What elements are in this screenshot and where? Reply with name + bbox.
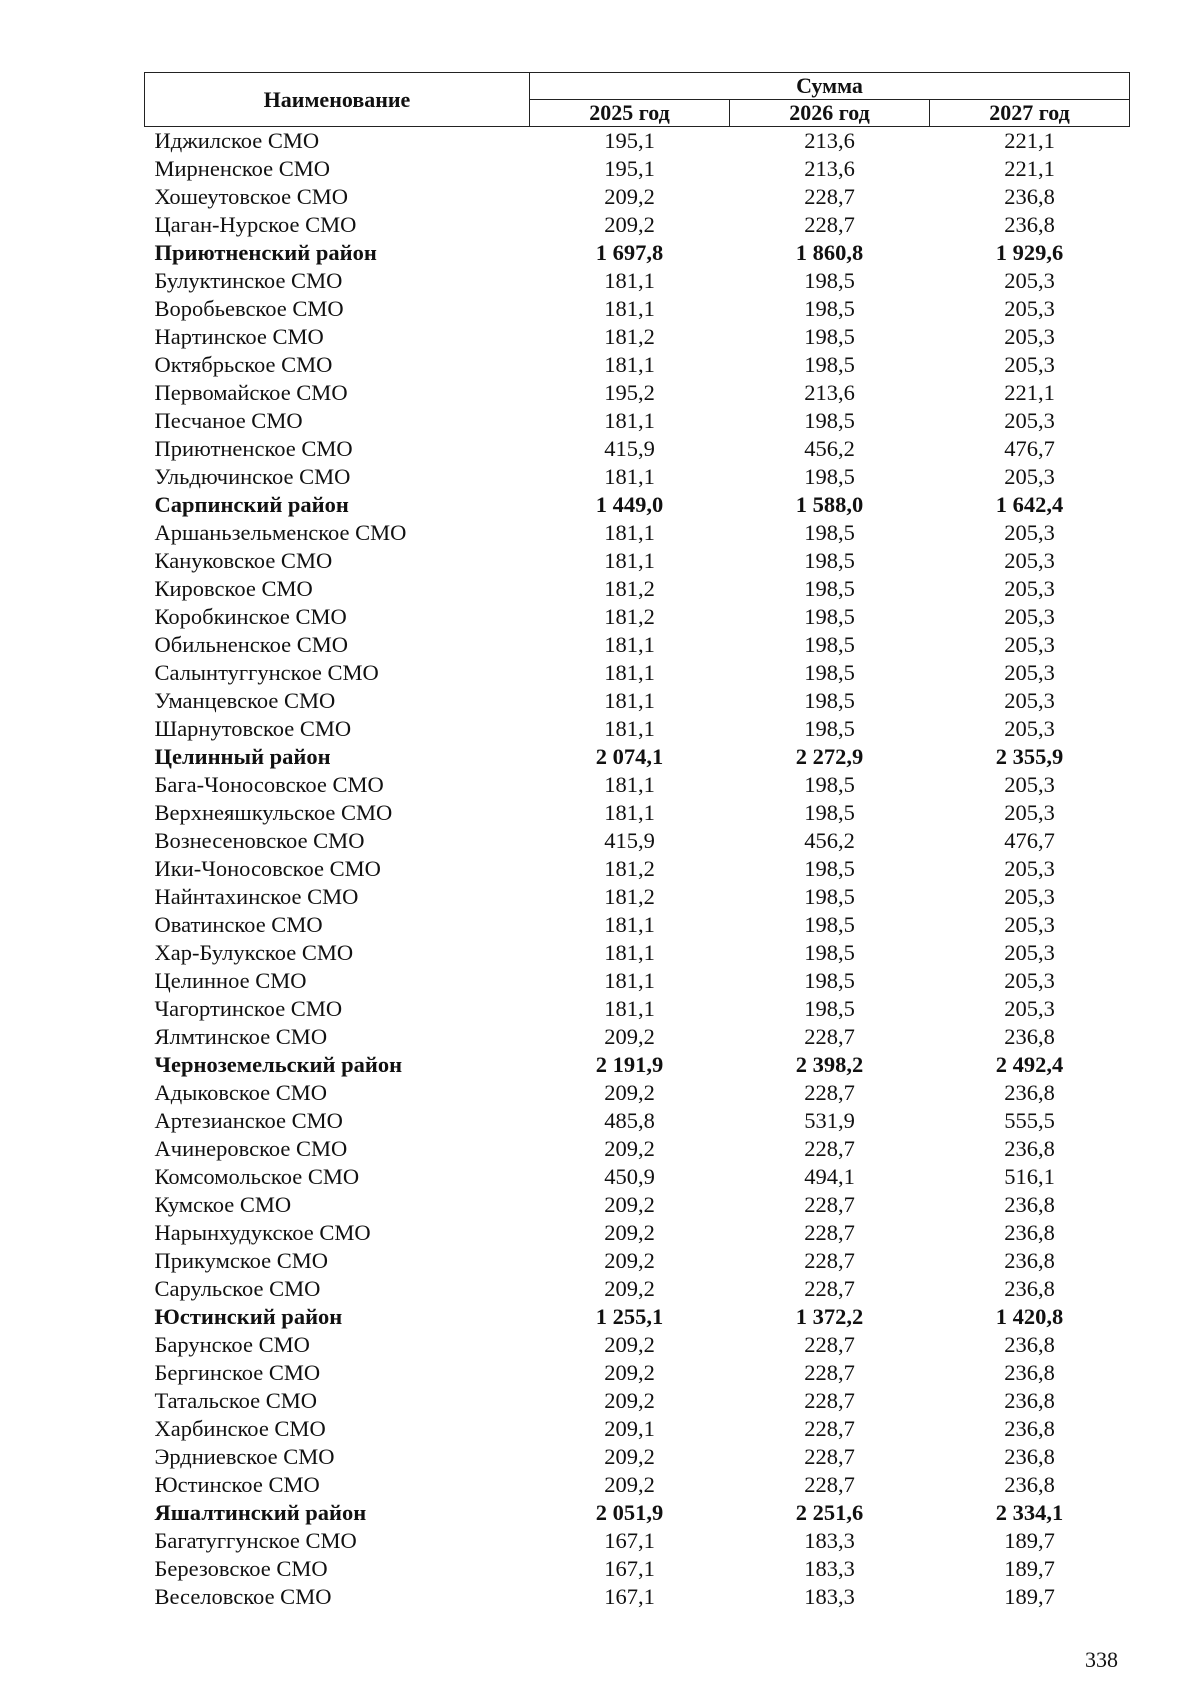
row-name: Иджилское СМО [154, 128, 320, 153]
row-name: Бергинское СМО [154, 1360, 321, 1385]
value-2027: 236,8 [1004, 1444, 1055, 1469]
header-year-2025: 2025 год [530, 100, 730, 127]
value-2025: 181,1 [604, 688, 655, 713]
row-name: Целинное СМО [154, 968, 307, 993]
table-row [145, 1023, 1130, 1051]
value-2027: 236,8 [1004, 1332, 1055, 1357]
value-2026: 456,2 [804, 828, 855, 853]
value-2025: 209,2 [604, 1248, 655, 1273]
table-row [145, 407, 1130, 435]
table-row [145, 939, 1130, 967]
row-name: Салынтуггунское СМО [154, 660, 379, 685]
row-name: Хар-Булукское СМО [154, 940, 354, 965]
table-row [145, 1387, 1130, 1415]
value-2025: 209,2 [604, 1080, 655, 1105]
table-row [145, 463, 1130, 491]
row-name: Аршаньзельменское СМО [154, 520, 407, 545]
value-2025: 209,2 [604, 184, 655, 209]
row-name: Черноземельский район [154, 1052, 403, 1077]
value-2027: 205,3 [1004, 408, 1055, 433]
value-2025: 167,1 [604, 1556, 655, 1581]
table-row [145, 435, 1130, 463]
value-2025: 1 449,0 [595, 492, 664, 517]
value-2027: 221,1 [1004, 156, 1055, 181]
row-name: Артезианское СМО [154, 1108, 343, 1133]
page-number: 338 [1085, 1647, 1118, 1672]
value-2025: 209,2 [604, 1444, 655, 1469]
value-2027: 205,3 [1004, 632, 1055, 657]
value-2025: 181,1 [604, 268, 655, 293]
value-2026: 198,5 [804, 968, 855, 993]
row-name: Бага-Чоносовское СМО [154, 772, 384, 797]
value-2025: 181,2 [604, 604, 655, 629]
row-name: Харбинское СМО [154, 1416, 326, 1441]
value-2025: 2 074,1 [595, 744, 664, 769]
table-row [145, 127, 1130, 156]
table-row [145, 631, 1130, 659]
value-2026: 198,5 [804, 352, 855, 377]
value-2026: 228,7 [804, 212, 855, 237]
row-name: Кировское СМО [154, 576, 313, 601]
row-name: Ульдючинское СМО [154, 464, 351, 489]
value-2025: 415,9 [604, 436, 655, 461]
table-row [145, 659, 1130, 687]
table-row [145, 351, 1130, 379]
value-2026: 183,3 [804, 1584, 855, 1609]
row-name: Ялмтинское СМО [154, 1024, 328, 1049]
value-2025: 2 051,9 [595, 1500, 664, 1525]
value-2025: 209,2 [604, 1332, 655, 1357]
value-2026: 198,5 [804, 660, 855, 685]
table-row [145, 1219, 1130, 1247]
row-name: Багатуггунское СМО [154, 1528, 357, 1553]
row-name: Уманцевское СМО [154, 688, 336, 713]
value-2026: 228,7 [804, 1136, 855, 1161]
value-2026: 183,3 [804, 1528, 855, 1553]
value-2027: 205,3 [1004, 856, 1055, 881]
value-2027: 205,3 [1004, 968, 1055, 993]
table-row [145, 1163, 1130, 1191]
table-row [145, 379, 1130, 407]
value-2027: 236,8 [1004, 1136, 1055, 1161]
value-2025: 181,2 [604, 576, 655, 601]
value-2026: 228,7 [804, 1360, 855, 1385]
row-name: Приютненский район [154, 240, 377, 265]
row-name: Хошеутовское СМО [154, 184, 349, 209]
table-row [145, 519, 1130, 547]
row-name: Мирненское СМО [154, 156, 331, 181]
value-2025: 1 255,1 [595, 1304, 664, 1329]
value-2025: 181,1 [604, 716, 655, 741]
value-2026: 228,7 [804, 1024, 855, 1049]
value-2025: 181,1 [604, 968, 655, 993]
row-name: Нарынхудукское СМО [154, 1220, 371, 1245]
value-2027: 205,3 [1004, 324, 1055, 349]
value-2025: 195,1 [604, 156, 655, 181]
row-name: Первомайское СМО [154, 380, 348, 405]
value-2027: 205,3 [1004, 548, 1055, 573]
value-2026: 198,5 [804, 408, 855, 433]
value-2027: 205,3 [1004, 660, 1055, 685]
value-2026: 198,5 [804, 884, 855, 909]
district-row [145, 1051, 1130, 1079]
value-2026: 228,7 [804, 1444, 855, 1469]
value-2027: 205,3 [1004, 520, 1055, 545]
table-row [145, 323, 1130, 351]
value-2027: 189,7 [1004, 1556, 1055, 1581]
value-2026: 198,5 [804, 632, 855, 657]
value-2026: 198,5 [804, 996, 855, 1021]
value-2026: 228,7 [804, 1080, 855, 1105]
value-2026: 198,5 [804, 464, 855, 489]
value-2026: 198,5 [804, 940, 855, 965]
table-row [145, 687, 1130, 715]
table-row [145, 715, 1130, 743]
value-2027: 205,3 [1004, 268, 1055, 293]
value-2025: 209,2 [604, 1276, 655, 1301]
header-year-2026: 2026 год [730, 100, 930, 127]
value-2025: 195,1 [604, 128, 655, 153]
table-row [145, 1415, 1130, 1443]
value-2026: 228,7 [804, 1276, 855, 1301]
table-row [145, 1079, 1130, 1107]
value-2025: 181,1 [604, 296, 655, 321]
row-name: Кумское СМО [154, 1192, 292, 1217]
value-2027: 205,3 [1004, 940, 1055, 965]
value-2027: 516,1 [1004, 1164, 1055, 1189]
value-2026: 198,5 [804, 688, 855, 713]
table-row [145, 1527, 1130, 1555]
value-2026: 228,7 [804, 1192, 855, 1217]
value-2026: 228,7 [804, 1388, 855, 1413]
value-2025: 209,2 [604, 212, 655, 237]
value-2027: 221,1 [1004, 128, 1055, 153]
district-row [145, 239, 1130, 267]
value-2026: 198,5 [804, 296, 855, 321]
value-2027: 205,3 [1004, 296, 1055, 321]
value-2026: 198,5 [804, 800, 855, 825]
value-2025: 209,2 [604, 1360, 655, 1385]
table-row [145, 911, 1130, 939]
value-2027: 205,3 [1004, 772, 1055, 797]
value-2026: 531,9 [804, 1108, 855, 1133]
row-name: Барунское СМО [154, 1332, 310, 1357]
value-2027: 205,3 [1004, 464, 1055, 489]
table-row [145, 1191, 1130, 1219]
row-name: Нартинское СМО [154, 324, 324, 349]
row-name: Оватинское СМО [154, 912, 323, 937]
value-2025: 181,1 [604, 940, 655, 965]
value-2025: 181,1 [604, 660, 655, 685]
row-name: Воробьевское СМО [154, 296, 344, 321]
value-2027: 476,7 [1004, 828, 1055, 853]
value-2025: 209,2 [604, 1024, 655, 1049]
row-name: Верхнеяшкульское СМО [154, 800, 393, 825]
row-name: Булуктинское СМО [154, 268, 343, 293]
table-header [145, 73, 1130, 127]
value-2025: 415,9 [604, 828, 655, 853]
row-name: Целинный район [154, 744, 331, 769]
value-2027: 236,8 [1004, 1388, 1055, 1413]
row-name: Обильненское СМО [154, 632, 348, 657]
table-row [145, 1135, 1130, 1163]
value-2026: 2 272,9 [795, 744, 864, 769]
value-2025: 209,2 [604, 1220, 655, 1245]
value-2026: 213,6 [804, 128, 855, 153]
table-row [145, 1331, 1130, 1359]
value-2027: 221,1 [1004, 380, 1055, 405]
value-2026: 1 588,0 [795, 492, 864, 517]
table-row [145, 1247, 1130, 1275]
value-2026: 456,2 [804, 436, 855, 461]
value-2025: 181,1 [604, 632, 655, 657]
header-name: Наименование [145, 73, 530, 127]
value-2025: 167,1 [604, 1528, 655, 1553]
table-row [145, 155, 1130, 183]
value-2026: 2 398,2 [795, 1052, 864, 1077]
value-2027: 205,3 [1004, 912, 1055, 937]
row-name: Яшалтинский район [154, 1500, 367, 1525]
value-2025: 2 191,9 [595, 1052, 664, 1077]
value-2027: 476,7 [1004, 436, 1055, 461]
value-2025: 181,1 [604, 548, 655, 573]
value-2025: 181,1 [604, 800, 655, 825]
row-name: Коробкинское СМО [154, 604, 347, 629]
table-row [145, 855, 1130, 883]
value-2025: 181,1 [604, 772, 655, 797]
value-2026: 198,5 [804, 716, 855, 741]
value-2025: 1 697,8 [595, 240, 664, 265]
row-name: Комсомольское СМО [154, 1164, 360, 1189]
row-name: Песчаное СМО [154, 408, 303, 433]
table-row [145, 1471, 1130, 1499]
row-name: Эрдниевское СМО [154, 1444, 335, 1469]
row-name: Кануковское СМО [154, 548, 333, 573]
district-row [145, 743, 1130, 771]
value-2027: 2 355,9 [995, 744, 1064, 769]
value-2025: 181,2 [604, 324, 655, 349]
value-2026: 198,5 [804, 548, 855, 573]
table-row [145, 1555, 1130, 1583]
table-row [145, 295, 1130, 323]
value-2026: 213,6 [804, 380, 855, 405]
value-2026: 228,7 [804, 1416, 855, 1441]
row-name: Ики-Чоносовское СМО [154, 856, 381, 881]
value-2027: 236,8 [1004, 1416, 1055, 1441]
row-name: Татальское СМО [154, 1388, 318, 1413]
table-row [145, 883, 1130, 911]
value-2027: 236,8 [1004, 1360, 1055, 1385]
value-2026: 228,7 [804, 1220, 855, 1245]
table-row [145, 1275, 1130, 1303]
table-row [145, 1107, 1130, 1135]
value-2027: 205,3 [1004, 604, 1055, 629]
value-2027: 189,7 [1004, 1528, 1055, 1553]
value-2025: 209,2 [604, 1192, 655, 1217]
row-name: Цаган-Нурское СМО [154, 212, 357, 237]
value-2026: 228,7 [804, 1472, 855, 1497]
table-row [145, 967, 1130, 995]
header-sum: Сумма [530, 73, 1130, 100]
value-2026: 198,5 [804, 604, 855, 629]
table-row [145, 771, 1130, 799]
row-name: Найнтахинское СМО [154, 884, 359, 909]
table-row [145, 603, 1130, 631]
value-2027: 205,3 [1004, 716, 1055, 741]
row-name: Чагортинское СМО [154, 996, 343, 1021]
value-2026: 1 860,8 [795, 240, 864, 265]
value-2027: 205,3 [1004, 884, 1055, 909]
value-2025: 181,1 [604, 996, 655, 1021]
header-year-2027: 2027 год [930, 100, 1130, 127]
value-2027: 236,8 [1004, 1276, 1055, 1301]
value-2026: 198,5 [804, 912, 855, 937]
budget-table [144, 72, 1130, 1611]
value-2026: 198,5 [804, 268, 855, 293]
value-2027: 236,8 [1004, 1080, 1055, 1105]
value-2027: 205,3 [1004, 800, 1055, 825]
value-2027: 236,8 [1004, 184, 1055, 209]
value-2026: 198,5 [804, 772, 855, 797]
value-2026: 198,5 [804, 520, 855, 545]
row-name: Юстинское СМО [154, 1472, 320, 1497]
value-2026: 228,7 [804, 184, 855, 209]
district-row [145, 491, 1130, 519]
value-2026: 183,3 [804, 1556, 855, 1581]
row-name: Шарнутовское СМО [154, 716, 352, 741]
value-2027: 236,8 [1004, 1220, 1055, 1245]
table-body [145, 127, 1130, 1612]
value-2025: 209,2 [604, 1388, 655, 1413]
value-2027: 1 642,4 [995, 492, 1064, 517]
district-row [145, 1499, 1130, 1527]
value-2027: 555,5 [1004, 1108, 1055, 1133]
row-name: Сарпинский район [154, 492, 349, 517]
table-row [145, 1443, 1130, 1471]
table-row [145, 1359, 1130, 1387]
row-name: Приютненское СМО [154, 436, 353, 461]
value-2027: 2 492,4 [995, 1052, 1064, 1077]
value-2025: 181,1 [604, 352, 655, 377]
value-2027: 205,3 [1004, 576, 1055, 601]
value-2027: 1 420,8 [995, 1304, 1064, 1329]
value-2027: 236,8 [1004, 1248, 1055, 1273]
table-row [145, 267, 1130, 295]
value-2027: 205,3 [1004, 996, 1055, 1021]
value-2027: 236,8 [1004, 1024, 1055, 1049]
table-row [145, 799, 1130, 827]
value-2026: 198,5 [804, 856, 855, 881]
table-row [145, 183, 1130, 211]
value-2025: 195,2 [604, 380, 655, 405]
value-2026: 2 251,6 [795, 1500, 864, 1525]
value-2026: 213,6 [804, 156, 855, 181]
value-2026: 494,1 [804, 1164, 855, 1189]
value-2025: 450,9 [604, 1164, 655, 1189]
district-row [145, 1303, 1130, 1331]
value-2027: 205,3 [1004, 352, 1055, 377]
value-2025: 181,1 [604, 520, 655, 545]
row-name: Юстинский район [154, 1304, 343, 1329]
value-2026: 1 372,2 [795, 1304, 864, 1329]
value-2027: 2 334,1 [995, 1500, 1064, 1525]
value-2027: 205,3 [1004, 688, 1055, 713]
row-name: Адыковское СМО [154, 1080, 328, 1105]
value-2026: 198,5 [804, 324, 855, 349]
value-2025: 181,1 [604, 408, 655, 433]
value-2025: 485,8 [604, 1108, 655, 1133]
value-2027: 236,8 [1004, 1192, 1055, 1217]
value-2025: 181,2 [604, 856, 655, 881]
value-2025: 209,2 [604, 1136, 655, 1161]
table-row [145, 995, 1130, 1023]
value-2025: 181,1 [604, 912, 655, 937]
table-row [145, 827, 1130, 855]
value-2025: 209,1 [604, 1416, 655, 1441]
row-name: Ачинеровское СМО [154, 1136, 348, 1161]
table-row [145, 547, 1130, 575]
value-2025: 209,2 [604, 1472, 655, 1497]
value-2027: 236,8 [1004, 1472, 1055, 1497]
value-2026: 228,7 [804, 1248, 855, 1273]
row-name: Прикумское СМО [154, 1248, 329, 1273]
row-name: Веселовское СМО [154, 1584, 332, 1609]
table-row [145, 1583, 1130, 1611]
value-2026: 198,5 [804, 576, 855, 601]
value-2025: 181,2 [604, 884, 655, 909]
row-name: Березовское СМО [154, 1556, 328, 1581]
value-2027: 189,7 [1004, 1584, 1055, 1609]
value-2025: 181,1 [604, 464, 655, 489]
table-row [145, 575, 1130, 603]
value-2027: 236,8 [1004, 212, 1055, 237]
row-name: Сарульское СМО [154, 1276, 321, 1301]
value-2027: 1 929,6 [995, 240, 1064, 265]
value-2025: 167,1 [604, 1584, 655, 1609]
table-row [145, 211, 1130, 239]
row-name: Октябрьское СМО [154, 352, 333, 377]
row-name: Вознесеновское СМО [154, 828, 365, 853]
value-2026: 228,7 [804, 1332, 855, 1357]
